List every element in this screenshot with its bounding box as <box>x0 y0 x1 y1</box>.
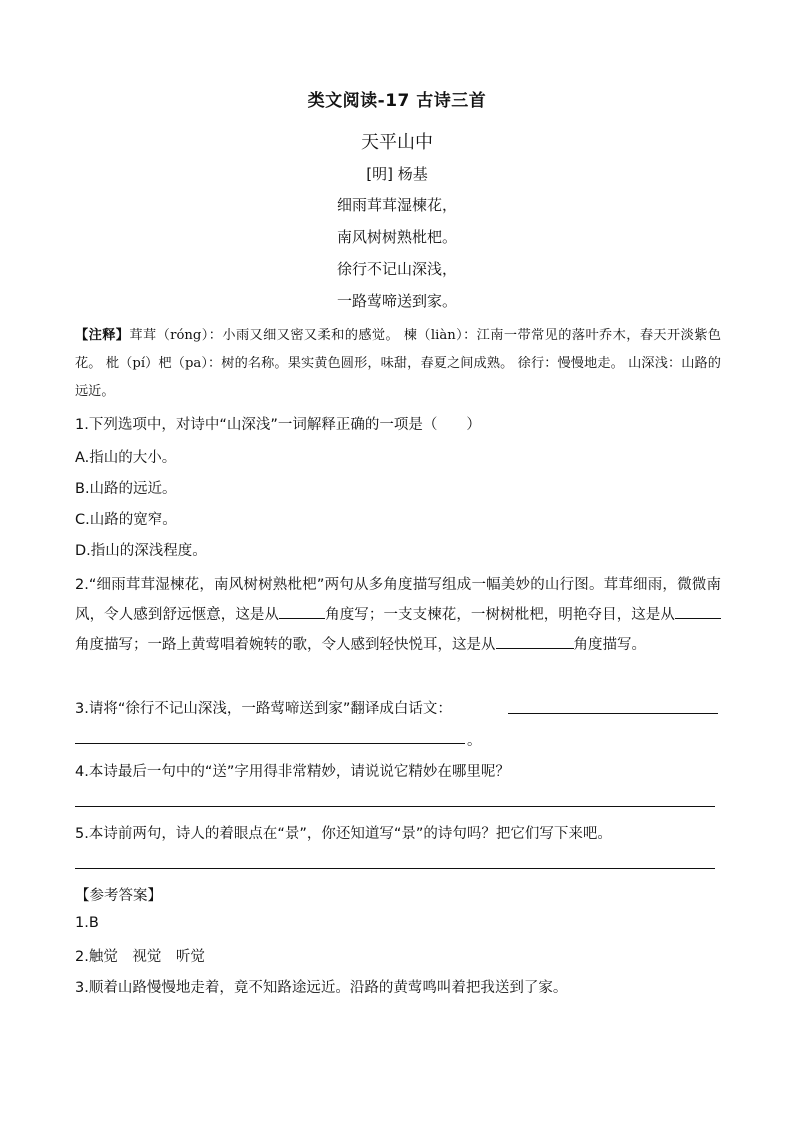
poem-line: 一路莺啼送到家。 <box>336 292 457 310</box>
question-4: 4.本诗最后一句中的“送”字用得非常精妙，请说说它精妙在哪里呢？ <box>75 764 510 780</box>
answer-blank[interactable] <box>675 604 721 619</box>
question-3: 3.请将“徐行不记山深浅，一路莺啼送到家”翻译成白话文： <box>75 701 452 717</box>
answer-line[interactable] <box>75 743 465 744</box>
poem-line: 南风树树熟枇杷。 <box>336 228 457 246</box>
question-1: 1.下列选项中，对诗中“山深浅”一词解释正确的一项是（ ） <box>75 417 481 433</box>
poem-line: 徐行不记山深浅， <box>336 260 457 278</box>
question-5: 5.本诗前两句，诗人的着眼点在“景”，你还知道写“景”的诗句吗？把它们写下来吧。 <box>75 826 612 842</box>
answer-line[interactable] <box>75 806 715 807</box>
poem-line: 细雨茸茸湿楝花， <box>336 196 457 214</box>
question-2-text: 角度描写；一路上黄莺唱着婉转的歌，令人感到轻快悦耳，这是从 <box>75 637 496 653</box>
answer-2: 2.触觉 视觉 听觉 <box>75 949 205 965</box>
answer-line[interactable] <box>75 868 715 869</box>
poem-author: [明] 杨基 <box>366 165 428 183</box>
answers-heading: 【参考答案】 <box>75 888 162 904</box>
answer-blank[interactable] <box>279 604 325 619</box>
question-2 <box>75 570 721 660</box>
annotations <box>75 322 721 406</box>
question-2-text: 角度描写。 <box>573 637 646 653</box>
poem-title: 天平山中 <box>361 132 433 153</box>
annotations-label: 【注释】 <box>75 328 130 343</box>
answer-blank[interactable] <box>496 634 574 649</box>
question-2-text: 2.“细雨茸茸湿楝花，南风树树熟枇杷”两句从多角度描写组成一幅美妙的山行图。茸茸细雨，微微南风，令人感到舒远惬意，这是从 <box>75 577 721 623</box>
q1-option-c: C.山路的宽窄。 <box>75 512 177 528</box>
q1-option-a: A.指山的大小。 <box>75 450 177 466</box>
annotations-text: 茸茸（róng）：小雨又细又密又柔和的感觉。 楝（liàn）：江南一带常见的落叶乔木，春天开淡紫色花。 枇（pí）杷（pa）：树的名称。果实黄色圆形，味甜，春夏之间成熟。 徐行：慢慢地走。 山深浅：山路的远近。 <box>75 328 721 399</box>
worksheet-title: 类文阅读-17 古诗三首 <box>307 91 487 111</box>
question-3-end: 。 <box>467 733 482 749</box>
q1-option-d: D.指山的深浅程度。 <box>75 543 207 559</box>
q1-option-b: B.山路的远近。 <box>75 481 177 497</box>
question-2-text: 角度写；一支支楝花，一树树枇杷，明艳夺目，这是从 <box>325 607 675 623</box>
answer-3: 3.顺着山路慢慢地走着，竟不知路途远近。沿路的黄莺鸣叫着把我送到了家。 <box>75 980 568 996</box>
answer-1: 1.B <box>75 915 99 931</box>
answer-line[interactable] <box>508 713 718 714</box>
